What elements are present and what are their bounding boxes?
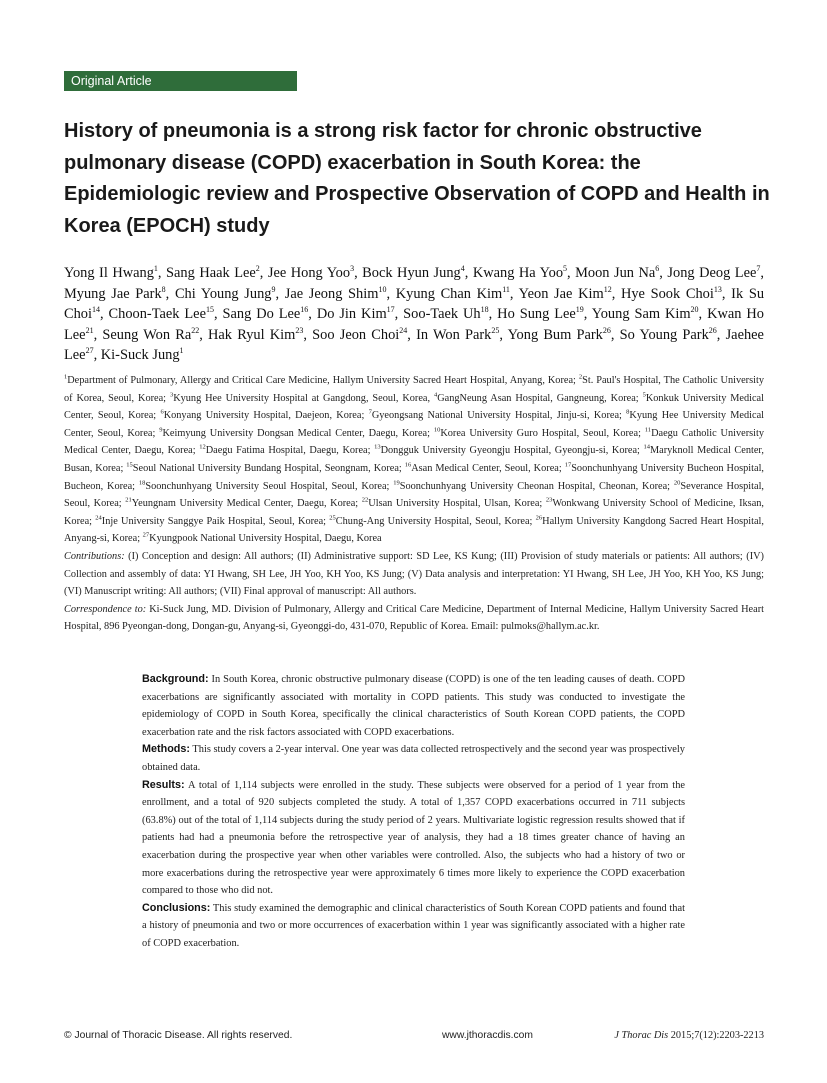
contributions xyxy=(64,548,764,601)
affiliation-marker: 25 xyxy=(329,514,336,522)
affiliation-text: Wonkwang University School of Medicine, Iksan, Korea; xyxy=(64,498,764,527)
abstract-results xyxy=(142,777,685,900)
affiliation-marker: 6 xyxy=(160,408,164,416)
affiliation-marker: 18 xyxy=(138,479,146,487)
author-affiliation-marker: 21 xyxy=(85,325,94,335)
affiliation-marker: 14 xyxy=(643,443,650,451)
affiliation-marker: 13 xyxy=(374,443,381,451)
author-list: Yong Il Hwang$^1$, Sang Haak Lee$^2$, Jee Hong Yoo$^3$, Bock Hyun Jung$^4$, Kwang Ha Yoo$^5$, Moon Jun Na$^6$, Jong Deog Lee$^7$, Myung Jae Park$^8$, Chi Young Jung$^9$, Jae Jeong Shim$^{10}$, Kyung Chan Kim$^{11}$, Yeon Jae Kim$^{12}$, Hye Sook Choi$^{13}$, Ik Su Choi$^{14}$, Choon-Taek Lee$^{15}$, Sang Do Lee$^{16}$, Do Jin Kim$^{17}$, Soo-Taek Uh$^{18}$, Ho Sung Lee$^{19}$, Young Sam Kim$^{20}$, Kwan Ho Lee$^{21}$, Seung Won Ra$^{22}$, Hak Ryul Kim$^{23}$, Soo Jeon Choi$^{24}$, In Won Park$^{25}$, Yong Bum Park$^{26}$, So Young Park$^{26}$, Jaehee Lee$^{27}$, Ki-Suck Jung$^1$ xyxy=(64,264,765,363)
conclusions-heading: Conclusions: xyxy=(142,901,211,914)
correspondence xyxy=(64,601,764,636)
background-text: In South Korea, chronic obstructive pulmonary disease (COPD) is one of the ten leading causes of death. COPD exacerbations are significantly associated with mortality in COPD patients. This study was conducted to investigate the epidemiology of COPD in South Korea, specifically the clinical characteristics of South Korean COPD patients, the COPD exacerbation rate and the risk factors associated with COPD exacerbations. xyxy=(142,674,685,738)
author-name: So Young Park xyxy=(619,326,709,343)
author-affiliation-marker: 16 xyxy=(300,305,309,315)
affiliation-marker: 24 xyxy=(95,514,102,522)
author-affiliation-marker: 6 xyxy=(655,264,660,274)
affiliation-marker: 2 xyxy=(578,373,583,381)
affiliation-marker: 17 xyxy=(564,461,572,469)
methods-text: This study covers a 2-year interval. One year was data collected retrospectively and the second year was prospectively obtained data. xyxy=(142,744,685,773)
author-name: Soo Jeon Choi xyxy=(312,326,400,343)
affiliation-marker: 19 xyxy=(393,479,400,487)
background-heading: Background: xyxy=(142,673,209,685)
author-affiliation-marker: 26 xyxy=(708,325,717,335)
affiliation-text: Soonchunhyang University Cheonan Hospital, Cheonan, Korea; xyxy=(399,480,674,492)
author-affiliation-marker: 25 xyxy=(491,325,500,335)
author-affiliation-marker: 19 xyxy=(575,305,584,315)
author-name: Moon Jun Na xyxy=(575,265,656,281)
results-heading: Results: xyxy=(142,778,185,791)
affiliation-text: Department of Pulmonary, Allergy and Critical Care Medicine, Hallym University Sacred Heart Hospital, Anyang, Korea; xyxy=(67,375,579,386)
author-name: Yong Il Hwang xyxy=(64,265,154,281)
author-name: Do Jin Kim xyxy=(316,306,387,322)
affiliation-text: Kyung Hee University Hospital at Gangdong, Seoul, Korea, xyxy=(173,392,434,404)
affiliation-marker: 1 xyxy=(64,373,68,381)
affiliation-text: Inje University Sanggye Paik Hospital, Seoul, Korea; xyxy=(101,515,330,527)
author-name: Ik Su Choi xyxy=(64,285,765,322)
author-name: Yeon Jae Kim xyxy=(518,285,604,302)
affiliation-marker: 20 xyxy=(673,479,681,487)
author-name: In Won Park xyxy=(416,326,492,343)
affiliation-text: Seoul National University Bundang Hospital, Seongnam, Korea; xyxy=(132,462,405,474)
journal-abbrev: J Thorac Dis xyxy=(614,1030,669,1041)
article-title: History of pneumonia is a strong risk factor for chronic obstructive pulmonary disease (COPD) exacerbation in South Korea: the Epidemiologic review and Prospective Observation of COPD and Health in Korea (EPOCH) study xyxy=(64,120,770,237)
footer-website-link[interactable]: www.jthoracdis.com xyxy=(442,1030,533,1041)
affiliation-marker: 16 xyxy=(404,461,412,469)
results-text: A total of 1,114 subjects were enrolled in the study. These subjects were observed for a period of 1 year from the enrollment, and a total of 920 subjects completed the study. A total of 1,357 COPD exacerbations occurred in 711 subjects (63.8%) out of the total of 1,114 subjects during the study period of 2 years. Multivariate logistic regression results showed that if patients had had a pneumonia before the retrospective year of analysis, they had a 18 times greater chance of having an exacerbation during the prospective year when other variables were controlled. Also, the subjects who had a history of two or more exacerbations during the retrospective year were approximately 6 times more likely to experience the COPD exacerbation compared to those who did not. xyxy=(142,779,685,897)
author-affiliation-marker: 11 xyxy=(502,284,510,294)
methods-heading: Methods: xyxy=(142,743,190,756)
author-affiliation-marker: 15 xyxy=(205,305,214,315)
correspondence-label: Correspondence to: xyxy=(64,603,147,615)
affiliation-text: Kyungpook National University Hospital, Daegu, Korea xyxy=(149,533,382,545)
author-name: Choon-Taek Lee xyxy=(108,306,206,322)
footer-citation xyxy=(598,1028,764,1044)
affiliation-marker: 15 xyxy=(126,461,133,469)
author-name: Jee Hong Yoo xyxy=(267,265,351,281)
affiliation-marker: 5 xyxy=(642,391,646,399)
author-affiliation-marker: 22 xyxy=(191,325,200,335)
affiliation-marker: 22 xyxy=(361,496,369,504)
abstract-background xyxy=(142,671,685,741)
author-affiliation-marker: 14 xyxy=(92,305,100,315)
author-affiliation-marker: 13 xyxy=(713,284,722,294)
affiliation-text: Gyeongsang National University Hospital, Jinju-si, Korea; xyxy=(371,410,627,422)
author-name: Jaehee Lee xyxy=(64,326,764,363)
author-affiliation-marker: 17 xyxy=(386,305,395,315)
affiliation-text: Ulsan University Hospital, Ulsan, Korea; xyxy=(368,498,546,510)
affiliation-text: Soonchunhyang University Bucheon Hospital, Bucheon, Korea; xyxy=(64,462,765,492)
author-name: Hak Ryul Kim xyxy=(208,326,296,343)
author-name: Ki-Suck Jung xyxy=(100,347,180,363)
author-affiliation-marker: 8 xyxy=(161,284,166,294)
author-affiliation-marker: 3 xyxy=(350,264,355,274)
article-type-badge: Original Article xyxy=(64,71,297,91)
abstract xyxy=(142,671,685,953)
author-name: Jong Deog Lee xyxy=(667,265,757,281)
footer-copyright: © Journal of Thoracic Disease. All rights reserved. xyxy=(64,1030,293,1041)
author-name: Chi Young Jung xyxy=(174,285,272,302)
affiliation-marker: 3 xyxy=(169,391,174,399)
author-affiliation-marker: 4 xyxy=(460,264,465,274)
affiliation-marker: 8 xyxy=(626,408,630,416)
author-name: Kyung Chan Kim xyxy=(395,285,503,302)
author-name: Seung Won Ra xyxy=(102,326,192,343)
affiliation-text: Soonchunhyang University Seoul Hospital, Seoul, Korea; xyxy=(145,480,394,492)
affiliation-text: Hallym University Kangdong Sacred Heart Hospital, Anyang-si, Korea; xyxy=(64,515,764,545)
affiliation-marker: 12 xyxy=(199,443,206,451)
contributions-text: (I) Conception and design: All authors; (II) Administrative support: SD Lee, KS Kung; (III) Provision of study materials or patients: All authors; (IV) Collection and assembly of data: YI Hwang, SH Lee, JH Yoo, KH Yoo, KS Jung; (V) Data analysis and interpretation: YI Hwang, SH Lee, JH Yoo, KH Yoo, KS Jung; (VI) Manuscript writing: All authors; (VII) Final approval of manuscript: All authors. xyxy=(64,550,764,598)
author-affiliation-marker: 26 xyxy=(602,325,611,335)
author-affiliation-marker: 20 xyxy=(690,305,699,315)
abstract-methods xyxy=(142,741,685,776)
affiliation-text: Kyung Hee University Medical Center, Seoul, Korea; xyxy=(64,410,764,439)
affiliation-text: Daegu Fatima Hospital, Daegu, Korea; xyxy=(205,445,375,457)
author-name: Sang Haak Lee xyxy=(166,265,256,281)
affiliation-marker: 11 xyxy=(644,426,652,434)
affiliation-marker: 23 xyxy=(545,496,553,504)
affiliation-text: Asan Medical Center, Seoul, Korea; xyxy=(411,462,565,474)
author-name: Myung Jae Park xyxy=(64,285,162,302)
author-name: Ho Sung Lee xyxy=(497,306,576,322)
affiliation-text: St. Paul's Hospital, The Catholic University of Korea, Seoul, Korea; xyxy=(64,375,764,404)
affiliation-text: Dongguk University Gyeongju Hospital, Gyeongju-si, Korea; xyxy=(380,445,644,457)
author-name: Kwang Ha Yoo xyxy=(472,265,564,281)
author-affiliation-marker: 24 xyxy=(399,325,408,335)
affiliation-marker: 26 xyxy=(535,514,543,522)
affiliation-text: Daegu Catholic University Medical Center, Daegu, Korea; xyxy=(64,427,765,457)
affiliation-text: Keimyung University Dongsan Medical Center, Daegu, Korea; xyxy=(162,427,434,439)
affiliation-list xyxy=(64,372,764,548)
author-name: Kwan Ho Lee xyxy=(64,306,764,343)
author-name: Soo-Taek Uh xyxy=(403,306,481,322)
affiliation-marker: 27 xyxy=(142,531,150,539)
affiliation-marker: 9 xyxy=(159,426,163,434)
contributions-label: Contributions: xyxy=(64,550,125,562)
author-name: Yong Bum Park xyxy=(507,326,603,343)
author-name: Bock Hyun Jung xyxy=(362,265,461,281)
affiliation-text: Chung-Ang University Hospital, Seoul, Korea; xyxy=(335,515,536,527)
affiliation-marker: 21 xyxy=(125,496,132,504)
conclusions-text: This study examined the demographic and clinical characteristics of South Korean COPD patients and found that a history of pneumonia and two or more occurrences of exacerbation within 1 year was significantly associated with a higher rate of COPD exacerbation. xyxy=(142,902,685,949)
author-affiliation-marker: 5 xyxy=(563,264,568,274)
affiliation-text: Maryknoll Medical Center, Busan, Korea; xyxy=(64,445,765,474)
author-affiliation-marker: 12 xyxy=(603,284,612,294)
author-affiliation-marker: 1 xyxy=(153,264,158,274)
author-affiliation-marker: 27 xyxy=(85,346,94,356)
affiliation-text: Konyang University Hospital, Daejeon, Korea; xyxy=(163,410,369,422)
author-affiliation-marker: 2 xyxy=(255,264,260,274)
author-affiliation-marker: 7 xyxy=(756,264,761,274)
affiliation-text: Korea University Guro Hospital, Seoul, Korea; xyxy=(440,427,645,439)
affiliation-text: GangNeung Asan Hospital, Gangneung, Korea; xyxy=(437,392,643,404)
affiliation-marker: 10 xyxy=(433,426,441,434)
author-affiliation-marker: 18 xyxy=(480,305,489,315)
affiliation-text: Yeungnam University Medical Center, Daegu, Korea; xyxy=(131,498,362,510)
author-affiliation-marker: 10 xyxy=(378,284,387,294)
author-affiliation-marker: 9 xyxy=(271,284,276,294)
affiliation-text: Severance Hospital, Seoul, Korea; xyxy=(64,480,765,510)
citation-text: 2015;7(12):2203-2213 xyxy=(668,1030,764,1041)
affiliation-text: Konkuk University Medical Center, Seoul, Korea; xyxy=(64,392,764,422)
abstract-conclusions xyxy=(142,900,685,953)
affiliations-block xyxy=(64,372,764,636)
author-name: Hye Sook Choi xyxy=(620,285,714,302)
affiliation-marker: 7 xyxy=(368,408,372,416)
author-name: Jae Jeong Shim xyxy=(284,285,379,302)
author-name: Young Sam Kim xyxy=(591,306,691,322)
affiliation-marker: 4 xyxy=(433,391,438,399)
author-affiliation-marker: 23 xyxy=(295,325,304,335)
author-name: Sang Do Lee xyxy=(222,306,301,322)
correspondence-text: Ki-Suck Jung, MD. Division of Pulmonary, Allergy and Critical Care Medicine, Department of Internal Medicine, Hallym University Sacred Heart Hospital, 896 Pyeongan-dong, Dongan-gu, Anyang-si, Gyeonggi-do, 431-070, Republic of Korea. Email: pulmoks@hallym.ac.kr. xyxy=(64,603,764,633)
author-affiliation-marker: 1 xyxy=(179,346,184,356)
